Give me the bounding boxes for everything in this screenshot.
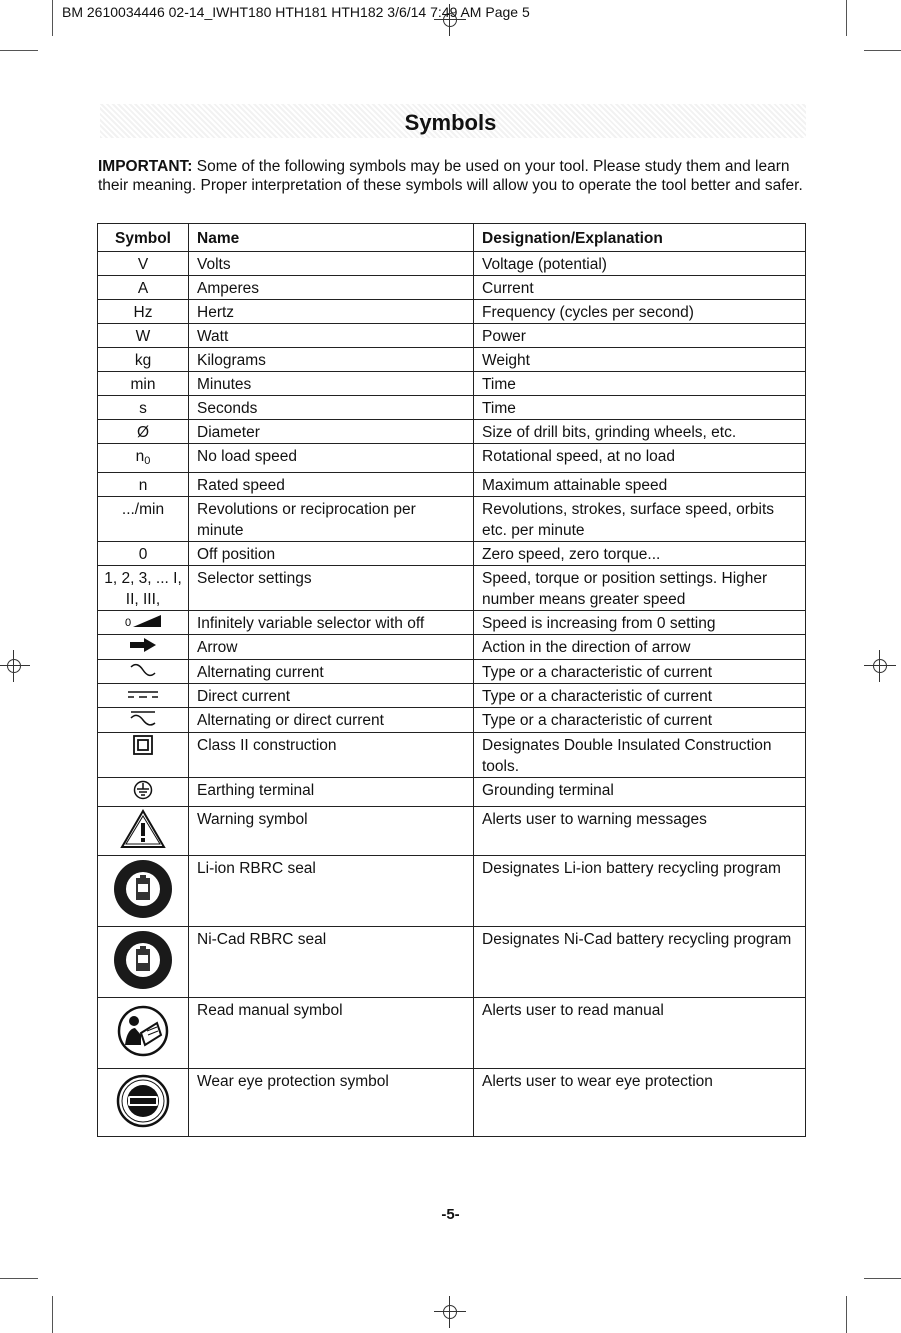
dc-icon: [126, 686, 160, 707]
symbol-cell: [98, 998, 189, 1069]
name-cell: No load speed: [189, 444, 474, 473]
explanation-cell: Frequency (cycles per second): [474, 300, 806, 324]
symbol-cell: [98, 348, 189, 372]
table-row: [98, 542, 806, 566]
explanation-cell: Revolutions, strokes, surface speed, orbits etc. per minute: [474, 497, 806, 542]
explanation-cell: Designates Li-ion battery recycling program: [474, 856, 806, 927]
symbol-text: W: [135, 328, 151, 345]
earth-icon: [133, 780, 153, 806]
symbol-text: V: [137, 256, 149, 273]
name-cell: Earthing terminal: [189, 778, 474, 807]
explanation-cell: Designates Double Insulated Construction tools.: [474, 733, 806, 778]
symbol-text: 0: [138, 546, 148, 563]
explanation-cell: Type or a characteristic of current: [474, 708, 806, 733]
explanation-cell: Speed, torque or position settings. Higher number means greater speed: [474, 566, 806, 611]
explanation-cell: Power: [474, 324, 806, 348]
symbol-cell: [98, 473, 189, 497]
symbol-text: Hz: [133, 304, 153, 321]
table-row: [98, 733, 806, 778]
explanation-cell: Size of drill bits, grinding wheels, etc.: [474, 420, 806, 444]
crop-mark: [0, 1278, 38, 1279]
symbol-cell: [98, 684, 189, 708]
name-cell: Warning symbol: [189, 807, 474, 856]
explanation-cell: Rotational speed, at no load: [474, 444, 806, 473]
symbol-cell: [98, 708, 189, 733]
explanation-cell: Action in the direction of arrow: [474, 635, 806, 660]
name-cell: Amperes: [189, 276, 474, 300]
table-row: [98, 348, 806, 372]
symbol-cell: [98, 444, 189, 473]
name-cell: Li-ion RBRC seal: [189, 856, 474, 927]
symbol-text: A: [137, 280, 149, 297]
table-row: [98, 396, 806, 420]
crop-mark: [846, 1296, 847, 1333]
table-row: [98, 444, 806, 473]
warning-icon: [120, 809, 166, 855]
symbol-cell: [98, 566, 189, 611]
symbol-text: .../min: [121, 501, 165, 518]
name-cell: Selector settings: [189, 566, 474, 611]
ac-icon: [128, 662, 158, 683]
symbols-table: [97, 223, 806, 1137]
page-title: Symbols: [404, 110, 497, 135]
name-cell: Diameter: [189, 420, 474, 444]
name-cell: Watt: [189, 324, 474, 348]
symbol-cell: [98, 252, 189, 276]
symbol-cell: [98, 542, 189, 566]
registration-mark-icon: [870, 656, 890, 676]
name-cell: Seconds: [189, 396, 474, 420]
table-row: [98, 708, 806, 733]
name-cell: Rated speed: [189, 473, 474, 497]
table-row: [98, 684, 806, 708]
registration-mark-icon: [440, 1302, 460, 1322]
name-cell: Read manual symbol: [189, 998, 474, 1069]
symbol-cell: [98, 372, 189, 396]
symbol-subscript: 0: [144, 455, 151, 467]
table-row: [98, 611, 806, 635]
explanation-cell: Weight: [474, 348, 806, 372]
read-manual-icon: [117, 1005, 169, 1063]
table-row: [98, 276, 806, 300]
eye-protection-icon: [116, 1074, 170, 1134]
arrow-icon: [128, 637, 158, 659]
crop-mark: [846, 0, 847, 36]
table-row: [98, 566, 806, 611]
crop-mark: [52, 1296, 53, 1333]
name-cell: Hertz: [189, 300, 474, 324]
table-row: [98, 300, 806, 324]
explanation-cell: Type or a characteristic of current: [474, 660, 806, 684]
symbol-text: min: [130, 376, 156, 393]
intro-paragraph: [98, 157, 810, 195]
rbrc-li-ion-seal-icon: [112, 858, 174, 926]
class-ii-icon: [133, 735, 153, 761]
crop-mark: [52, 0, 53, 36]
crop-mark: [864, 1278, 901, 1279]
table-row: [98, 778, 806, 807]
symbol-text: n: [138, 477, 148, 494]
name-cell: Infinitely variable selector with off: [189, 611, 474, 635]
explanation-cell: Current: [474, 276, 806, 300]
intro-label: IMPORTANT:: [98, 158, 193, 175]
symbol-text: kg: [134, 352, 152, 369]
symbol-cell: [98, 396, 189, 420]
table-row: [98, 497, 806, 542]
explanation-cell: Time: [474, 372, 806, 396]
svg-text:0: 0: [125, 617, 132, 628]
symbol-cell: [98, 635, 189, 660]
table-row: [98, 372, 806, 396]
variable-selector-icon: [123, 613, 163, 634]
symbol-cell: [98, 276, 189, 300]
symbol-cell: [98, 420, 189, 444]
explanation-cell: Designates Ni-Cad battery recycling program: [474, 927, 806, 998]
registration-mark-icon: [4, 656, 24, 676]
explanation-cell: Time: [474, 396, 806, 420]
print-header: BM 2610034446 02-14_IWHT180 HTH181 HTH182 3/6/14 7:49 AM Page 5: [62, 4, 530, 20]
symbol-cell: [98, 733, 189, 778]
name-cell: Alternating current: [189, 660, 474, 684]
symbol-cell: [98, 807, 189, 856]
name-cell: Ni-Cad RBRC seal: [189, 927, 474, 998]
symbol-cell: [98, 497, 189, 542]
explanation-cell: Grounding terminal: [474, 778, 806, 807]
intro-text: Some of the following symbols may be used on your tool. Please study them and learn their meaning. Proper interpretation of these symbols will allow you to operate the tool better and safer.: [98, 158, 803, 194]
table-row: [98, 252, 806, 276]
symbol-text: s: [139, 400, 147, 417]
symbol-cell: [98, 927, 189, 998]
symbol-cell: [98, 778, 189, 807]
table-row: [98, 473, 806, 497]
name-cell: Revolutions or reciprocation per minute: [189, 497, 474, 542]
symbol-text: 1, 2, 3, ... I, II, III,: [104, 570, 182, 608]
table-row: [98, 807, 806, 856]
explanation-cell: Zero speed, zero torque...: [474, 542, 806, 566]
explanation-cell: Voltage (potential): [474, 252, 806, 276]
explanation-cell: Alerts user to read manual: [474, 998, 806, 1069]
symbol-cell: [98, 611, 189, 635]
explanation-cell: Speed is increasing from 0 setting: [474, 611, 806, 635]
table-row: [98, 998, 806, 1069]
column-header: Symbol: [98, 224, 189, 252]
symbol-cell: [98, 660, 189, 684]
page-number: -5-: [441, 1206, 460, 1223]
column-header: Name: [189, 224, 474, 252]
name-cell: Minutes: [189, 372, 474, 396]
crop-mark: [864, 50, 901, 51]
name-cell: Direct current: [189, 684, 474, 708]
symbol-text: n: [135, 448, 145, 465]
name-cell: Volts: [189, 252, 474, 276]
ac-dc-icon: [128, 710, 158, 732]
explanation-cell: Type or a characteristic of current: [474, 684, 806, 708]
symbol-cell: [98, 324, 189, 348]
name-cell: Kilograms: [189, 348, 474, 372]
name-cell: Wear eye protection symbol: [189, 1069, 474, 1137]
symbol-cell: [98, 1069, 189, 1137]
rbrc-ni-cad-seal-icon: [112, 929, 174, 997]
name-cell: Alternating or direct current: [189, 708, 474, 733]
name-cell: Off position: [189, 542, 474, 566]
table-header-row: [98, 224, 806, 252]
symbol-cell: [98, 300, 189, 324]
explanation-cell: Alerts user to warning messages: [474, 807, 806, 856]
name-cell: Arrow: [189, 635, 474, 660]
table-row: [98, 1069, 806, 1137]
table-row: [98, 324, 806, 348]
table-row: [98, 420, 806, 444]
explanation-cell: Maximum attainable speed: [474, 473, 806, 497]
symbol-cell: [98, 856, 189, 927]
table-row: [98, 856, 806, 927]
name-cell: Class II construction: [189, 733, 474, 778]
table-row: [98, 660, 806, 684]
crop-mark: [0, 50, 38, 51]
explanation-cell: Alerts user to wear eye protection: [474, 1069, 806, 1137]
column-header: Designation/Explanation: [474, 224, 806, 252]
table-row: [98, 635, 806, 660]
symbol-text: Ø: [136, 424, 150, 441]
table-row: [98, 927, 806, 998]
